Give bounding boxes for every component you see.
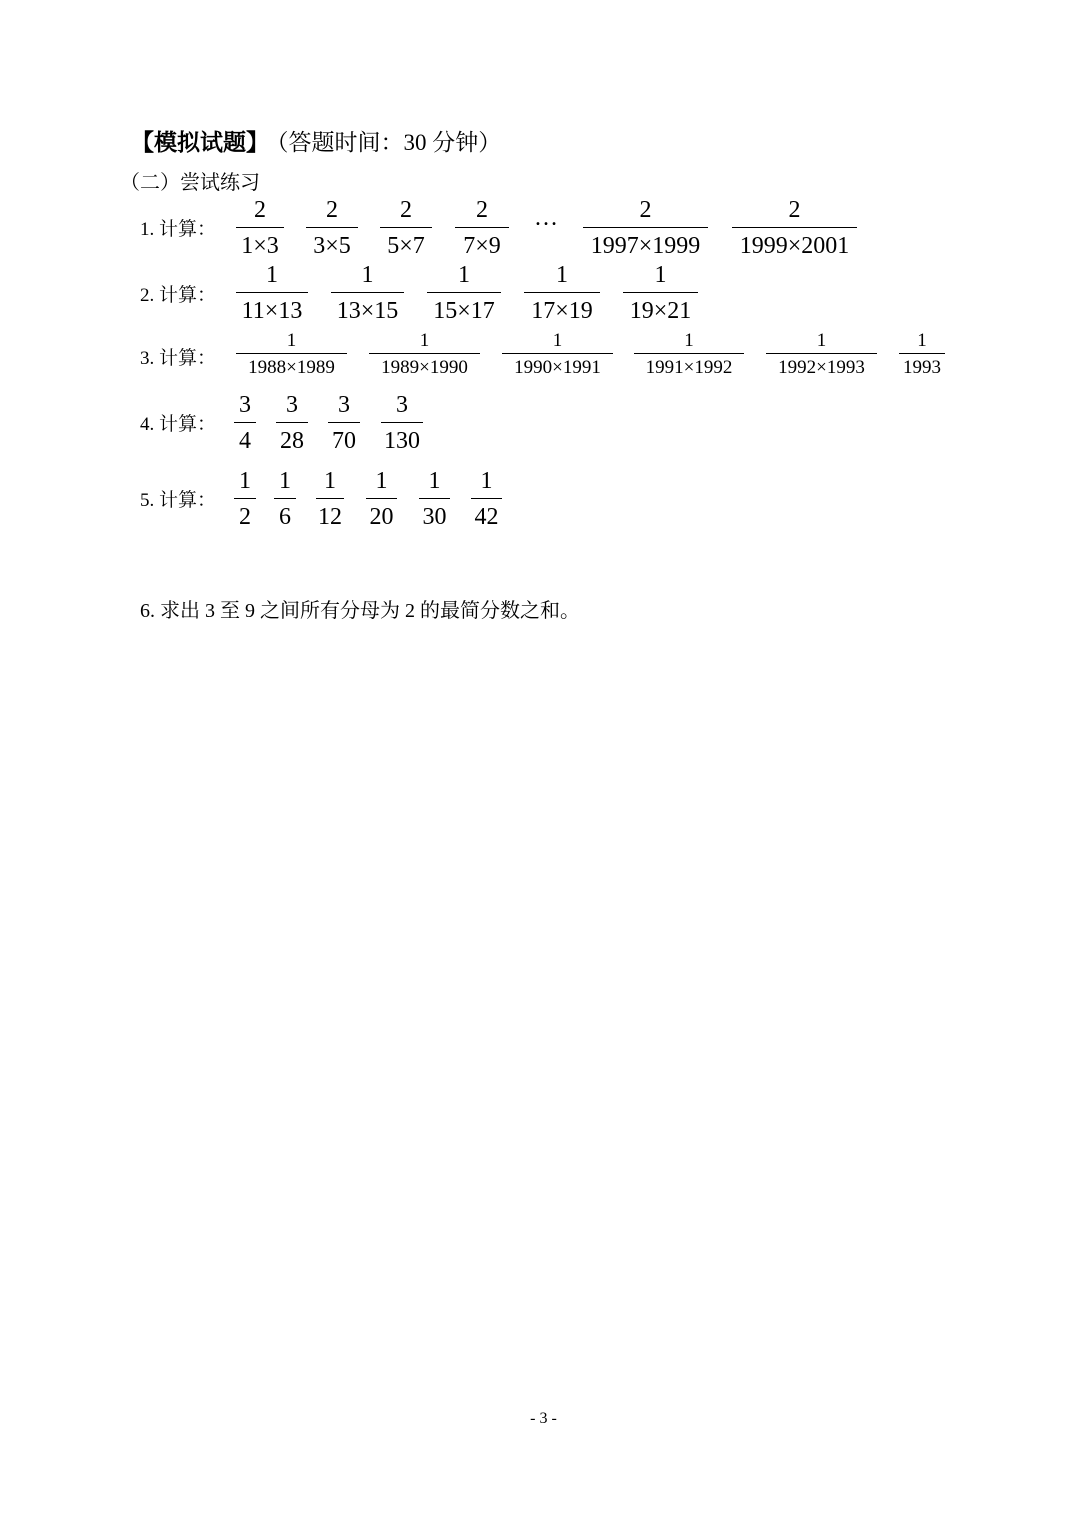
q4-f2-denominator: 28 xyxy=(280,428,304,454)
fraction-bar xyxy=(419,498,450,499)
q3-f1-numerator: 1 xyxy=(286,330,297,351)
exam-title xyxy=(131,124,501,157)
q2-f4-numerator: 1 xyxy=(556,262,568,288)
q3-fraction-3 xyxy=(502,331,613,377)
fraction-bar xyxy=(328,422,360,423)
q3-f4-numerator: 1 xyxy=(684,330,694,351)
q5-f3-denominator: 12 xyxy=(318,504,342,530)
fraction-bar xyxy=(236,227,284,228)
q5-f1-denominator: 2 xyxy=(239,504,251,530)
q4-f4-numerator: 3 xyxy=(396,392,408,418)
q3-fraction-2 xyxy=(369,331,480,377)
q3-f4-denominator: 1991×1992 xyxy=(645,357,733,378)
q3-fraction-4 xyxy=(634,331,744,377)
fraction-bar xyxy=(316,498,344,499)
q3-f6-denominator: 1993 xyxy=(903,357,941,378)
q2-f2-numerator: 1 xyxy=(361,262,374,288)
fraction-bar xyxy=(366,498,397,499)
fraction-bar xyxy=(634,353,744,354)
q3-f2-denominator: 1989×1990 xyxy=(381,357,468,378)
q5-fraction-6 xyxy=(471,469,502,529)
q1-f3-numerator: 2 xyxy=(400,197,412,223)
q1-fraction-1 xyxy=(236,198,284,258)
q3-fraction-1 xyxy=(236,331,347,377)
q5-fraction-2 xyxy=(274,469,296,529)
q2-f3-numerator: 1 xyxy=(458,262,470,288)
q3-f5-denominator: 1992×1993 xyxy=(778,357,865,378)
q4-f1-numerator: 3 xyxy=(239,392,251,418)
fraction-bar xyxy=(766,353,877,354)
q5-f4-denominator: 20 xyxy=(369,504,394,530)
fraction-bar xyxy=(623,292,698,293)
q5-f1-numerator: 1 xyxy=(239,468,251,494)
fraction-bar xyxy=(236,353,347,354)
q5-f2-denominator: 6 xyxy=(279,504,291,530)
q1-f4-numerator: 2 xyxy=(476,197,488,223)
section-title: （二）尝试练习 xyxy=(120,172,260,194)
q4-fraction-2 xyxy=(276,393,308,453)
q5-f5-denominator: 30 xyxy=(422,504,447,530)
question-1-label: 1. 计算： xyxy=(140,219,217,240)
exam-title-main: 【模拟试题】 xyxy=(131,130,269,155)
q1-f5-numerator: 2 xyxy=(639,197,652,223)
q2-f1-numerator: 1 xyxy=(266,262,278,288)
fraction-bar xyxy=(502,353,613,354)
q3-fraction-6 xyxy=(899,331,945,377)
fraction-bar xyxy=(274,498,296,499)
q4-f2-numerator: 3 xyxy=(286,392,298,418)
q5-f3-numerator: 1 xyxy=(324,468,336,494)
q5-f2-numerator: 1 xyxy=(279,468,291,494)
fraction-bar xyxy=(276,422,308,423)
q5-f4-numerator: 1 xyxy=(375,468,388,494)
question-6-text: 6. 求出 3 至 9 之间所有分母为 2 的最简分数之和。 xyxy=(140,600,580,622)
ellipsis: … xyxy=(534,205,558,231)
question-4-label: 4. 计算： xyxy=(140,414,217,435)
q2-f3-denominator: 15×17 xyxy=(433,298,495,324)
q1-fraction-5 xyxy=(583,198,708,258)
question-2-label: 2. 计算： xyxy=(140,285,217,306)
q2-f1-denominator: 11×13 xyxy=(241,298,303,324)
q3-f5-numerator: 1 xyxy=(816,330,827,351)
fraction-bar xyxy=(234,422,256,423)
fraction-bar xyxy=(331,292,404,293)
fraction-bar xyxy=(306,227,358,228)
q1-f6-denominator: 1999×2001 xyxy=(739,233,850,259)
q1-f1-numerator: 2 xyxy=(254,197,266,223)
fraction-bar xyxy=(471,498,502,499)
q4-f3-numerator: 3 xyxy=(338,392,350,418)
q2-fraction-3 xyxy=(427,263,501,323)
fraction-bar xyxy=(427,292,501,293)
fraction-bar xyxy=(234,498,256,499)
q4-f4-denominator: 130 xyxy=(384,428,420,454)
q1-fraction-6 xyxy=(732,198,857,258)
q4-fraction-3 xyxy=(328,393,360,453)
q2-f5-denominator: 19×21 xyxy=(629,298,692,324)
q3-f6-numerator: 1 xyxy=(917,330,927,351)
fraction-bar xyxy=(380,227,432,228)
q2-fraction-4 xyxy=(524,263,600,323)
q2-f4-denominator: 17×19 xyxy=(531,298,593,324)
fraction-bar xyxy=(369,353,480,354)
q5-fraction-4 xyxy=(366,469,397,529)
q4-fraction-4 xyxy=(381,393,423,453)
q5-f6-numerator: 1 xyxy=(480,468,493,494)
q3-f3-numerator: 1 xyxy=(552,330,563,351)
q5-f5-numerator: 1 xyxy=(428,468,441,494)
question-3-label: 3. 计算： xyxy=(140,348,217,369)
q2-f2-denominator: 13×15 xyxy=(336,298,399,324)
q1-f4-denominator: 7×9 xyxy=(463,233,501,259)
q5-fraction-3 xyxy=(316,469,344,529)
question-5-label: 5. 计算： xyxy=(140,490,217,511)
q5-f6-denominator: 42 xyxy=(474,504,499,530)
q1-f3-denominator: 5×7 xyxy=(387,233,425,259)
q4-f1-denominator: 4 xyxy=(239,428,251,454)
q3-fraction-5 xyxy=(766,331,877,377)
fraction-bar xyxy=(236,292,308,293)
q1-fraction-4 xyxy=(455,198,509,258)
fraction-bar xyxy=(732,227,857,228)
q1-f6-numerator: 2 xyxy=(788,197,801,223)
q1-fraction-3 xyxy=(380,198,432,258)
q3-f3-denominator: 1990×1991 xyxy=(514,357,601,378)
fraction-bar xyxy=(381,422,423,423)
fraction-bar xyxy=(899,353,945,354)
q3-f2-numerator: 1 xyxy=(419,330,430,351)
q2-fraction-1 xyxy=(236,263,308,323)
fraction-bar xyxy=(524,292,600,293)
fraction-bar xyxy=(455,227,509,228)
q5-fraction-1 xyxy=(234,469,256,529)
page-number: - 3 - xyxy=(530,1410,557,1427)
q2-fraction-2 xyxy=(331,263,404,323)
q3-f1-denominator: 1988×1989 xyxy=(248,357,335,378)
q1-fraction-2 xyxy=(306,198,358,258)
q1-f1-denominator: 1×3 xyxy=(241,233,279,259)
q1-f2-numerator: 2 xyxy=(326,197,338,223)
q4-fraction-1 xyxy=(234,393,256,453)
exam-time-note: （答题时间：30 分钟） xyxy=(277,130,502,155)
q1-f2-denominator: 3×5 xyxy=(313,233,351,259)
q4-f3-denominator: 70 xyxy=(332,428,356,454)
q2-fraction-5 xyxy=(623,263,698,323)
fraction-bar xyxy=(583,227,708,228)
q5-fraction-5 xyxy=(419,469,450,529)
q1-f5-denominator: 1997×1999 xyxy=(590,233,701,259)
q2-f5-numerator: 1 xyxy=(654,262,667,288)
